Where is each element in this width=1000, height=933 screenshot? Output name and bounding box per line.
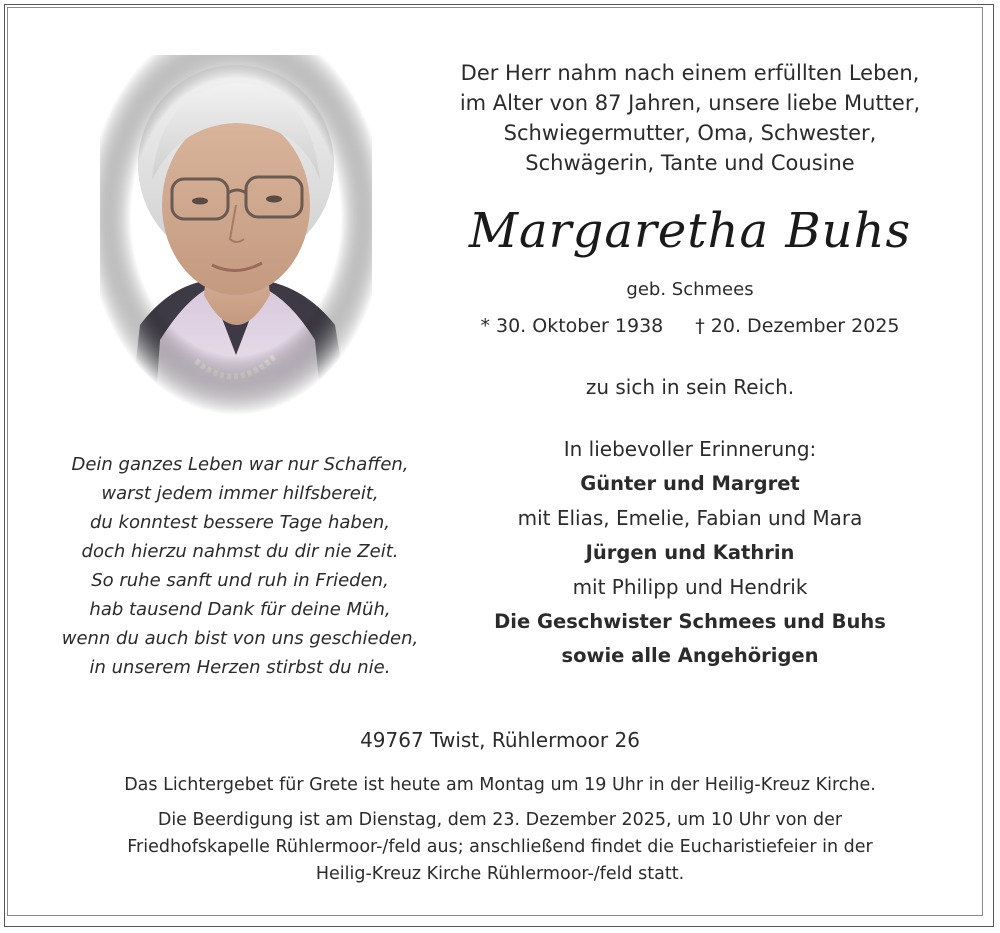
family-name: Die Geschwister Schmees und Buhs xyxy=(494,609,886,633)
birth-date: * 30. Oktober 1938 xyxy=(480,315,664,337)
intro-line: Der Herr nahm nach einem erfüllten Leben, xyxy=(460,61,920,85)
deceased-name: Margaretha Buhs xyxy=(468,203,912,259)
family-detail: mit Elias, Emelie, Fabian und Mara xyxy=(517,506,863,530)
family-list xyxy=(440,432,940,674)
life-dates xyxy=(440,312,940,340)
family-name: Jürgen und Kathrin xyxy=(585,540,795,564)
poem-line: So ruhe sanft und ruh in Frieden, xyxy=(91,570,389,591)
funeral-note xyxy=(0,807,1000,888)
intro-line: Schwägerin, Tante und Cousine xyxy=(525,151,855,175)
poem-line: doch hierzu nahmst du dir nie Zeit. xyxy=(81,541,399,562)
death-date: † 20. Dezember 2025 xyxy=(695,315,900,337)
family-heading: In liebevoller Erinnerung: xyxy=(563,437,817,461)
family-name: sowie alle Angehörigen xyxy=(561,644,819,667)
birth-name: geb. Schmees xyxy=(626,279,754,300)
intro-text xyxy=(440,58,940,178)
notes xyxy=(0,772,1000,888)
poem-line: wenn du auch bist von uns geschieden, xyxy=(61,628,419,649)
prayer-note: Das Lichtergebet für Grete ist heute am Montag um 19 Uhr in der Heilig-Kreuz Kirche. xyxy=(124,775,876,795)
poem-line: in unserem Herzen stirbst du nie. xyxy=(89,657,391,678)
family-detail: mit Philipp und Hendrik xyxy=(572,575,808,599)
poem-line: du konntest bessere Tage haben, xyxy=(89,512,391,533)
funeral-line: Heilig-Kreuz Kirche Rühlermoor-/feld statt. xyxy=(315,864,685,884)
address: 49767 Twist, Rühlermoor 26 xyxy=(360,728,640,752)
closing-line: zu sich in sein Reich. xyxy=(585,375,795,399)
portrait-photo xyxy=(100,55,372,415)
funeral-line: Friedhofskapelle Rühlermoor-/feld aus; anschließend findet die Eucharistiefeier in der xyxy=(127,837,873,857)
poem-line: warst jedem immer hilfsbereit, xyxy=(101,483,379,504)
funeral-line: Die Beerdigung ist am Dienstag, dem 23. Dezember 2025, um 10 Uhr von der xyxy=(157,810,843,830)
poem-line: Dein ganzes Leben war nur Schaffen, xyxy=(71,454,409,475)
poem-line: hab tausend Dank für deine Müh, xyxy=(89,599,391,620)
family-name: Günter und Margret xyxy=(580,471,800,495)
intro-line: Schwiegermutter, Oma, Schwester, xyxy=(503,121,877,145)
intro-line: im Alter von 87 Jahren, unsere liebe Mutter, xyxy=(459,91,921,115)
poem xyxy=(30,450,450,682)
